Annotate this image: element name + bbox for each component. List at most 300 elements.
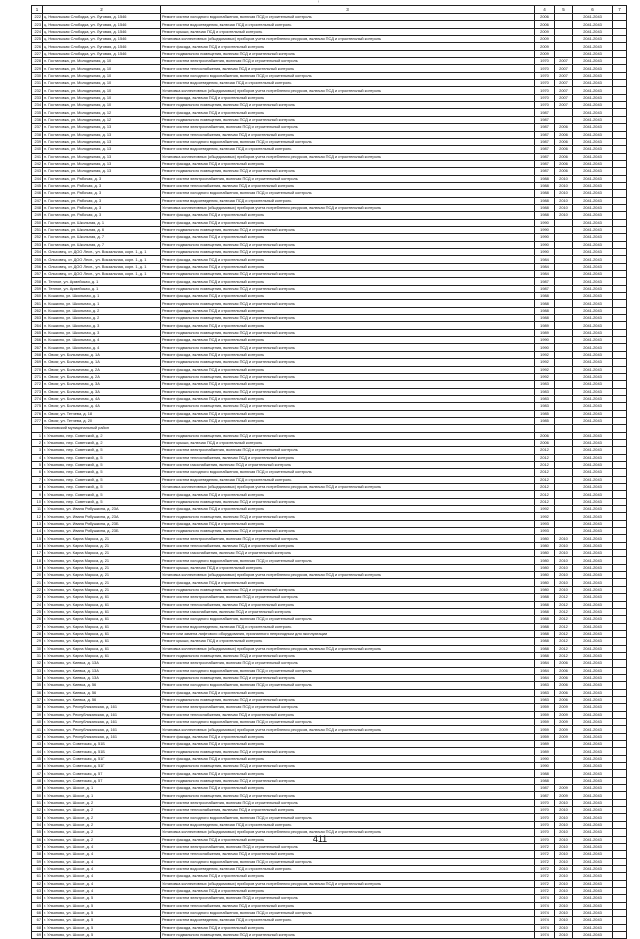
work-type-cell: Установка коллективных (общедомовых) приборов учета потребления ресурсов, включая ПСД и строительный контроль	[161, 726, 535, 733]
table-row	[32, 447, 627, 454]
planned-period-cell: 2041-2043	[573, 373, 613, 380]
row-number: 66	[32, 909, 43, 916]
address-cell: г. Ульяново, ул. Шоссе, д. 2	[43, 821, 161, 828]
planned-period-cell: 2041-2043	[573, 212, 613, 219]
planned-period-cell: 2041-2043	[573, 755, 613, 762]
work-type-cell: Ремонт фасада, включая ПСД и строительный контроль	[161, 263, 535, 270]
extra-cell	[613, 623, 627, 630]
last-repair-year-cell	[555, 109, 573, 116]
work-type-cell: Ремонт фасада, включая ПСД и строительный контроль	[161, 381, 535, 388]
extra-cell	[613, 476, 627, 483]
extra-cell	[613, 21, 627, 28]
last-repair-year-cell	[555, 432, 573, 439]
last-repair-year-cell	[555, 43, 573, 50]
table-row	[32, 219, 627, 226]
extra-cell	[613, 168, 627, 175]
address-cell: г. Ульяново, пер. Советский, д. 5	[43, 491, 161, 498]
table-row	[32, 307, 627, 314]
build-year-cell: 1990	[535, 337, 555, 344]
build-year-cell: 1980	[535, 542, 555, 549]
extra-cell	[613, 586, 627, 593]
last-repair-year-cell: 2009	[555, 726, 573, 733]
planned-period-cell: 2041-2043	[573, 160, 613, 167]
planned-period-cell: 2041-2043	[573, 579, 613, 586]
build-year-cell: 1987	[535, 278, 555, 285]
extra-cell	[613, 344, 627, 351]
build-year-cell: 1992	[535, 351, 555, 358]
row-number: 244	[32, 175, 43, 182]
address-cell: г. Ульяново, ул. Республиканская, д. 161	[43, 719, 161, 726]
planned-period-cell: 2041-2043	[573, 469, 613, 476]
table-row	[32, 373, 627, 380]
planned-period-cell: 2041-2043	[573, 550, 613, 557]
address-cell: п. Кошкино, ул. Школьная, д. 1	[43, 293, 161, 300]
table-row	[32, 469, 627, 476]
work-type-cell: Ремонт фасада, включая ПСД и строительный контроль	[161, 491, 535, 498]
build-year-cell: 2006	[535, 21, 555, 28]
build-year-cell: 1987	[535, 124, 555, 131]
address-cell: г. Ульяново, ул. Советская, д. 51Г	[43, 755, 161, 762]
table-row	[32, 124, 627, 131]
last-repair-year-cell	[555, 741, 573, 748]
build-year-cell: 1990	[535, 344, 555, 351]
build-year-cell: 1988	[535, 652, 555, 659]
build-year-cell: 1959	[535, 733, 555, 740]
work-type-cell: Ремонт фасада, включая ПСД и строительный контроль	[161, 337, 535, 344]
planned-period-cell: 2041-2043	[573, 388, 613, 395]
extra-cell	[613, 506, 627, 513]
extra-cell	[613, 564, 627, 571]
row-number: 58	[32, 851, 43, 858]
build-year-cell: 1972	[535, 843, 555, 850]
last-repair-year-cell	[555, 498, 573, 505]
build-year-cell: 1992	[535, 373, 555, 380]
last-repair-year-cell: 2007	[555, 80, 573, 87]
planned-period-cell: 2041-2043	[573, 520, 613, 527]
extra-cell	[613, 204, 627, 211]
extra-cell	[613, 337, 627, 344]
build-year-cell: 1983	[535, 388, 555, 395]
work-type-cell: Ремонт систем электроснабжения, включая ПСД и строительный контроль	[161, 124, 535, 131]
build-year-cell: 1985	[535, 410, 555, 417]
extra-cell	[613, 652, 627, 659]
work-type-cell: Ремонт крыши, включая ПСД и строительный контроль	[161, 28, 535, 35]
row-number: 63	[32, 887, 43, 894]
work-type-cell: Ремонт систем холодного водоснабжения, включая ПСД и строительный контроль	[161, 14, 535, 21]
row-number: 267	[32, 344, 43, 351]
last-repair-year-cell: 2006	[555, 689, 573, 696]
address-cell: г. Ульяново, ул. Ивана Рябушкина, д. 23А	[43, 513, 161, 520]
row-number: 46	[32, 763, 43, 770]
extra-cell	[613, 902, 627, 909]
address-cell: г. Ульяново, ул. Шоссе, д. 5	[43, 931, 161, 938]
extra-cell	[613, 87, 627, 94]
build-year-cell: 1988	[535, 594, 555, 601]
table-row	[32, 190, 627, 197]
planned-period-cell: 2041-2043	[573, 924, 613, 931]
planned-period-cell: 2041-2043	[573, 733, 613, 740]
row-number: 249	[32, 212, 43, 219]
build-year-cell: 1983	[535, 696, 555, 703]
last-repair-year-cell: 2009	[555, 719, 573, 726]
work-type-cell: Ремонт систем холодного водоснабжения, включая ПСД и строительный контроль	[161, 719, 535, 726]
planned-period-cell: 2041-2043	[573, 94, 613, 101]
extra-cell	[613, 873, 627, 880]
build-year-cell: 1974	[535, 902, 555, 909]
table-row	[32, 645, 627, 652]
planned-period-cell: 2041-2043	[573, 271, 613, 278]
table-row	[32, 476, 627, 483]
address-cell: г. Ульяново, ул. Республиканская, д. 161	[43, 726, 161, 733]
planned-period-cell: 2041-2043	[573, 432, 613, 439]
address-cell: г. Ульяново, пер. Советский, д. 5	[43, 461, 161, 468]
row-number: 16	[32, 542, 43, 549]
last-repair-year-cell	[555, 454, 573, 461]
address-cell: п. Теплое, ул. Армейская, д. 1	[43, 278, 161, 285]
extra-cell	[613, 102, 627, 109]
work-type-cell: Ремонт систем газоснабжения, включая ПСД и строительный контроль	[161, 608, 535, 615]
row-number: 38	[32, 704, 43, 711]
address-cell: г. Ульяново, ул. Шоссе, д. 2	[43, 829, 161, 836]
extra-cell	[613, 667, 627, 674]
last-repair-year-cell	[555, 763, 573, 770]
build-year-cell: 2009	[535, 28, 555, 35]
table-row	[32, 528, 627, 535]
last-repair-year-cell: 2012	[555, 601, 573, 608]
extra-cell	[613, 917, 627, 924]
table-row	[32, 696, 627, 703]
planned-period-cell: 2041-2043	[573, 72, 613, 79]
row-number: 275	[32, 403, 43, 410]
extra-cell	[613, 924, 627, 931]
work-type-cell: Ремонт систем водоотведения, включая ПСД и строительный контроль	[161, 623, 535, 630]
build-year-cell: 1992	[535, 506, 555, 513]
row-number: 48	[32, 777, 43, 784]
planned-period-cell: 2041-2043	[573, 917, 613, 924]
work-type-cell: Ремонт подвального помещения, включая ПСД и строительный контроль	[161, 249, 535, 256]
build-year-cell: 1972	[535, 865, 555, 872]
address-cell: г. Ульяново, ул. Шоссе, д. 4	[43, 873, 161, 880]
planned-period-cell: 2041-2043	[573, 608, 613, 615]
table-row	[32, 513, 627, 520]
work-type-cell: Ремонт фасада, включая ПСД и строительный контроль	[161, 234, 535, 241]
planned-period-cell: 2041-2043	[573, 234, 613, 241]
address-cell: г. Ульяново, ул. Шоссе, д. 5	[43, 909, 161, 916]
table-row	[32, 109, 627, 116]
work-type-cell: Ремонт систем водоотведения, включая ПСД и строительный контроль	[161, 865, 535, 872]
work-type-cell: Ремонт подвального помещения, включая ПСД и строительный контроль	[161, 792, 535, 799]
work-type-cell: Ремонт подвального помещения, включая ПСД и строительный контроль	[161, 50, 535, 57]
last-repair-year-cell: 2006	[555, 660, 573, 667]
row-number: 224	[32, 28, 43, 35]
row-number: 255	[32, 256, 43, 263]
build-year-cell: 1980	[535, 557, 555, 564]
build-year-cell: 1992	[535, 359, 555, 366]
extra-cell	[613, 528, 627, 535]
address-cell: п. Гостиловка, ул. Рабочая, д. 3	[43, 204, 161, 211]
last-repair-year-cell: 2010	[555, 572, 573, 579]
row-number: 19	[32, 564, 43, 571]
address-cell: г. Ульяново, ул. Киевка, д. 13А	[43, 674, 161, 681]
build-year-cell: 1988	[535, 197, 555, 204]
row-number: 243	[32, 168, 43, 175]
table-row	[32, 359, 627, 366]
table-row	[32, 102, 627, 109]
address-cell: п. Гостиловка, ул. Молодежная, д. 10	[43, 58, 161, 65]
planned-period-cell: 2041-2043	[573, 689, 613, 696]
row-number: 28	[32, 630, 43, 637]
last-repair-year-cell: 2012	[555, 630, 573, 637]
work-type-cell: Ремонт подвального помещения, включая ПСД и строительный контроль	[161, 388, 535, 395]
address-cell: г. Ульяново, ул. Карла Маркса, д. 21	[43, 579, 161, 586]
work-type-cell: Ремонт систем теплоснабжения, включая ПСД и строительный контроль	[161, 182, 535, 189]
row-number: 11	[32, 506, 43, 513]
row-number: 56	[32, 836, 43, 843]
extra-cell	[613, 36, 627, 43]
extra-cell	[613, 616, 627, 623]
work-type-cell: Установка коллективных (общедомовых) приборов учета потребления ресурсов, включая ПСД и строительный контроль	[161, 645, 535, 652]
table-row	[32, 80, 627, 87]
address-cell: г. Ульяново, ул. Республиканская, д. 161	[43, 711, 161, 718]
build-year-cell: 1970	[535, 94, 555, 101]
row-number: 257	[32, 271, 43, 278]
planned-period-cell: 2041-2043	[573, 719, 613, 726]
table-row	[32, 792, 627, 799]
work-type-cell: Ремонт систем холодного водоснабжения, включая ПСД и строительный контроль	[161, 138, 535, 145]
planned-period-cell: 2041-2043	[573, 329, 613, 336]
work-type-cell: Ремонт подвального помещения, включая ПСД и строительный контроль	[161, 432, 535, 439]
extra-cell	[613, 300, 627, 307]
work-type-cell: Ремонт подвального помещения, включая ПСД и строительный контроль	[161, 359, 535, 366]
row-number: 239	[32, 138, 43, 145]
row-number: 67	[32, 917, 43, 924]
work-type-cell: Ремонт систем теплоснабжения, включая ПСД и строительный контроль	[161, 902, 535, 909]
row-number: 26	[32, 616, 43, 623]
table-row	[32, 65, 627, 72]
last-repair-year-cell: 2010	[555, 865, 573, 872]
work-type-cell: Ремонт систем холодного водоснабжения, включая ПСД и строительный контроль	[161, 858, 535, 865]
build-year-cell: 2012	[535, 484, 555, 491]
build-year-cell: 1959	[535, 726, 555, 733]
planned-period-cell: 2041-2043	[573, 263, 613, 270]
table-header-row	[32, 6, 627, 14]
table-row	[32, 226, 627, 233]
build-year-cell: 1992	[535, 513, 555, 520]
row-number: 64	[32, 895, 43, 902]
address-cell: г. Ульяново, ул. Шоссе, д. 1	[43, 792, 161, 799]
table-row	[32, 439, 627, 446]
row-number: 13	[32, 520, 43, 527]
address-cell: п. Гостиловка, ул. Молодежная, д. 10	[43, 80, 161, 87]
planned-period-cell: 2041-2043	[573, 226, 613, 233]
last-repair-year-cell	[555, 359, 573, 366]
address-cell: п. Гостиловка, ул. Школьная, д. 1	[43, 219, 161, 226]
build-year-cell: 2009	[535, 43, 555, 50]
work-type-cell: Ремонт подвального помещения, включая ПСД и строительный контроль	[161, 241, 535, 248]
build-year-cell: 1993	[535, 528, 555, 535]
last-repair-year-cell	[555, 388, 573, 395]
build-year-cell: 1989	[535, 741, 555, 748]
table-row	[32, 271, 627, 278]
work-type-cell: Ремонт подвального помещения, включая ПСД и строительный контроль	[161, 344, 535, 351]
extra-cell	[613, 219, 627, 226]
build-year-cell: 1988	[535, 623, 555, 630]
planned-period-cell: 2041-2043	[573, 726, 613, 733]
planned-period-cell: 2041-2043	[573, 138, 613, 145]
extra-cell	[613, 351, 627, 358]
work-type-cell: Ремонт систем холодного водоснабжения, включая ПСД и строительный контроль	[161, 909, 535, 916]
row-number: 276	[32, 410, 43, 417]
work-type-cell: Ремонт подвального помещения, включая ПСД и строительный контроль	[161, 403, 535, 410]
row-number: 60	[32, 865, 43, 872]
work-type-cell: Ремонт фасада, включая ПСД и строительный контроль	[161, 770, 535, 777]
row-number: 21	[32, 579, 43, 586]
address-cell: г. Ульяново, ул. Советская, д. 51Г	[43, 763, 161, 770]
last-repair-year-cell: 2009	[555, 711, 573, 718]
address-cell: г. Ульяново, ул. Шоссе, д. 4	[43, 843, 161, 850]
work-type-cell: Ремонт систем водоотведения, включая ПСД и строительный контроль	[161, 821, 535, 828]
header-col-2: 2	[43, 6, 161, 14]
table-row	[32, 770, 627, 777]
last-repair-year-cell	[555, 28, 573, 35]
work-type-cell: Ремонт фасада, включая ПСД и строительный контроль	[161, 506, 535, 513]
build-year-cell: 2012	[535, 498, 555, 505]
row-number: 272	[32, 381, 43, 388]
extra-cell	[613, 821, 627, 828]
address-cell: п. Гостиловка, ул. Молодежная, д. 13	[43, 160, 161, 167]
extra-cell	[613, 638, 627, 645]
row-number: 228	[32, 58, 43, 65]
build-year-cell: 1988	[535, 638, 555, 645]
table-row	[32, 197, 627, 204]
build-year-cell: 1983	[535, 381, 555, 388]
extra-cell	[613, 146, 627, 153]
work-type-cell: Ремонт фасада, включая ПСД и строительный контроль	[161, 351, 535, 358]
build-year-cell: 1990	[535, 234, 555, 241]
address-cell: г. Ульяново, ул. Шоссе, д. 5	[43, 902, 161, 909]
planned-period-cell: 2041-2043	[573, 792, 613, 799]
planned-period-cell: 2041-2043	[573, 902, 613, 909]
address-cell: г. Ульяново, пер. Советский, д. 2	[43, 439, 161, 446]
address-cell: г. Ульяново, ул. Шоссе, д. 4	[43, 880, 161, 887]
extra-cell	[613, 461, 627, 468]
extra-cell	[613, 226, 627, 233]
table-row	[32, 491, 627, 498]
address-cell: г. Ульяново, ул. Советская, д. 51Б	[43, 741, 161, 748]
address-cell: г. Ульяново, ул. Шоссе, д. 4	[43, 851, 161, 858]
work-type-cell: Ремонт фасада, включая ПСД и строительный контроль	[161, 293, 535, 300]
extra-cell	[613, 388, 627, 395]
planned-period-cell: 2041-2043	[573, 447, 613, 454]
work-type-cell: Ремонт фасада, включая ПСД и строительный контроль	[161, 733, 535, 740]
address-cell: г. Ульяново, ул. Карла Маркса, д. 21	[43, 542, 161, 549]
table-row	[32, 337, 627, 344]
table-row	[32, 895, 627, 902]
last-repair-year-cell	[555, 322, 573, 329]
extra-cell	[613, 417, 627, 424]
extra-cell	[613, 410, 627, 417]
table-row	[32, 579, 627, 586]
build-year-cell: 1988	[535, 616, 555, 623]
planned-period-cell: 2041-2043	[573, 395, 613, 402]
address-cell: г. Ульяново, ул. Киевка, д. 13А	[43, 660, 161, 667]
extra-cell	[613, 851, 627, 858]
last-repair-year-cell: 2010	[555, 829, 573, 836]
table-row	[32, 351, 627, 358]
work-type-cell: Ремонт систем теплоснабжения, включая ПСД и строительный контроль	[161, 711, 535, 718]
table-row	[32, 719, 627, 726]
build-year-cell: 1970	[535, 65, 555, 72]
row-number: 269	[32, 359, 43, 366]
table-row	[32, 763, 627, 770]
address-cell: г. Ульяново, пер. Советский, д. 2	[43, 432, 161, 439]
table-row	[32, 153, 627, 160]
table-row	[32, 748, 627, 755]
row-number: 259	[32, 285, 43, 292]
extra-cell	[613, 843, 627, 850]
address-cell: п. Гостиловка, ул. Молодежная, д. 10	[43, 94, 161, 101]
table-row	[32, 146, 627, 153]
last-repair-year-cell	[555, 116, 573, 123]
work-type-cell: Ремонт фасада, включая ПСД и строительный контроль	[161, 212, 535, 219]
row-number: 59	[32, 858, 43, 865]
row-number: 10	[32, 498, 43, 505]
extra-cell	[613, 373, 627, 380]
build-year-cell	[535, 425, 555, 432]
table-row	[32, 28, 627, 35]
last-repair-year-cell: 2010	[555, 182, 573, 189]
planned-period-cell: 2041-2043	[573, 586, 613, 593]
work-type-cell: Ремонт фасада, включая ПСД и строительный контроль	[161, 307, 535, 314]
last-repair-year-cell: 2010	[555, 902, 573, 909]
address-cell: п. Ольховец, ст. ДОО Лесн., ул. Вокзальная, корп. 1, д. 1	[43, 249, 161, 256]
planned-period-cell: 2041-2043	[573, 542, 613, 549]
work-type-cell: Ремонт подвального помещения, включая ПСД и строительный контроль	[161, 931, 535, 938]
table-row	[32, 902, 627, 909]
address-cell: ц. Никольская Слободка, ул. Луговая, д. 1546	[43, 14, 161, 21]
table-row	[32, 689, 627, 696]
extra-cell	[613, 755, 627, 762]
extra-cell	[613, 645, 627, 652]
work-type-cell: Ремонт систем теплоснабжения, включая ПСД и строительный контроль	[161, 65, 535, 72]
planned-period-cell: 2041-2043	[573, 807, 613, 814]
address-cell: г. Ульяново, ул. Карла Маркса, д. 61	[43, 623, 161, 630]
planned-period-cell: 2041-2043	[573, 322, 613, 329]
last-repair-year-cell	[555, 366, 573, 373]
work-type-cell: Ремонт систем электроснабжения, включая ПСД и строительный контроль	[161, 175, 535, 182]
address-cell: п. Овсяг, ул. Тетчева, д. 18	[43, 410, 161, 417]
work-type-cell: Ремонт подвального помещения, включая ПСД и строительный контроль	[161, 498, 535, 505]
last-repair-year-cell	[555, 351, 573, 358]
table-row	[32, 785, 627, 792]
row-number: 242	[32, 160, 43, 167]
build-year-cell: 2006	[535, 432, 555, 439]
work-type-cell: Ремонт систем электроснабжения, включая ПСД и строительный контроль	[161, 447, 535, 454]
address-cell: п. Гостиловка, ул. Молодежная, д. 12	[43, 109, 161, 116]
planned-period-cell: 2041-2043	[573, 344, 613, 351]
table-row	[32, 241, 627, 248]
planned-period-cell: 2041-2043	[573, 14, 613, 21]
build-year-cell: 2012	[535, 447, 555, 454]
build-year-cell: 2009	[535, 36, 555, 43]
build-year-cell: 1970	[535, 799, 555, 806]
planned-period-cell: 2041-2043	[573, 763, 613, 770]
row-number: 9	[32, 491, 43, 498]
extra-cell	[613, 601, 627, 608]
last-repair-year-cell: 2010	[555, 197, 573, 204]
address-cell: г. Ульяново, ул. Карла Маркса, д. 21	[43, 572, 161, 579]
extra-cell	[613, 315, 627, 322]
